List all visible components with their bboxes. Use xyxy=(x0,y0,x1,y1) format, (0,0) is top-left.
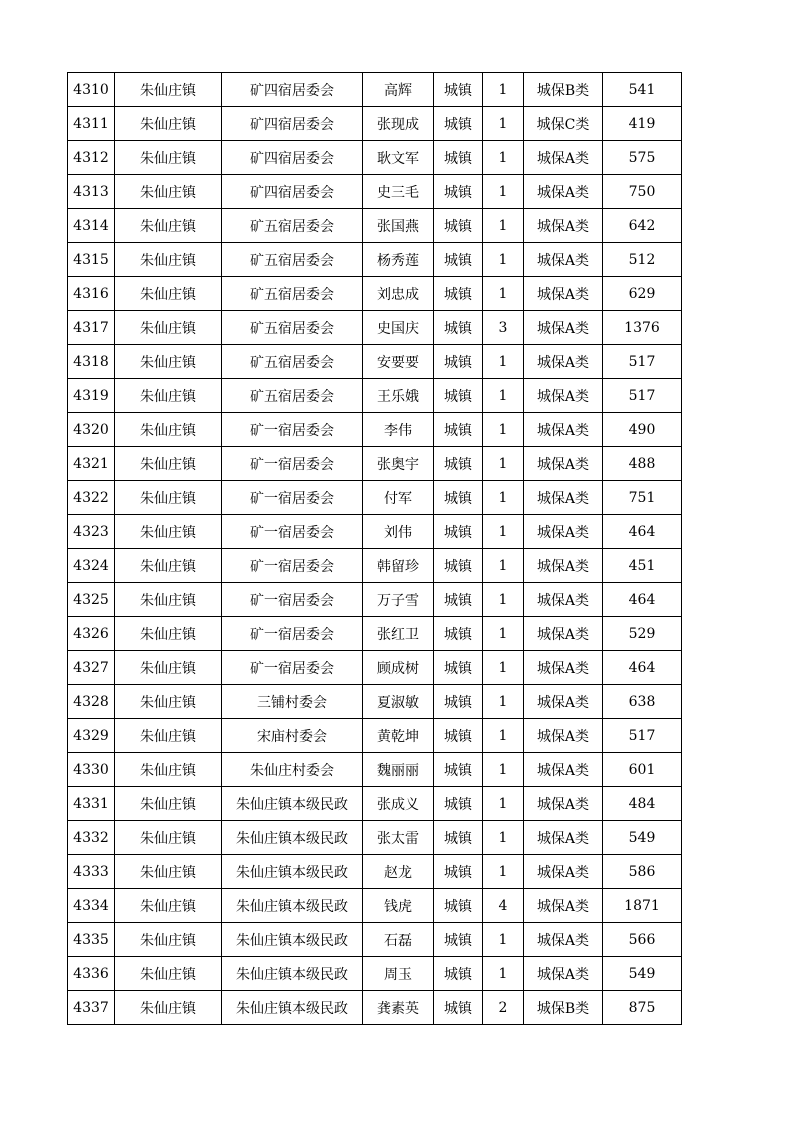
town-cell: 朱仙庄镇 xyxy=(115,957,222,991)
amount-cell: 512 xyxy=(603,243,682,277)
serial-number-cell: 4310 xyxy=(68,73,115,107)
area-type-cell: 城镇 xyxy=(434,719,483,753)
amount-cell: 464 xyxy=(603,651,682,685)
name-cell: 龚素英 xyxy=(363,991,434,1025)
amount-cell: 549 xyxy=(603,957,682,991)
town-cell: 朱仙庄镇 xyxy=(115,753,222,787)
town-cell: 朱仙庄镇 xyxy=(115,855,222,889)
category-cell: 城保A类 xyxy=(524,209,603,243)
town-cell: 朱仙庄镇 xyxy=(115,107,222,141)
town-cell: 朱仙庄镇 xyxy=(115,73,222,107)
amount-cell: 566 xyxy=(603,923,682,957)
category-cell: 城保B类 xyxy=(524,73,603,107)
town-cell: 朱仙庄镇 xyxy=(115,923,222,957)
amount-cell: 517 xyxy=(603,719,682,753)
household-size-cell: 1 xyxy=(483,175,524,209)
area-type-cell: 城镇 xyxy=(434,549,483,583)
name-cell: 刘忠成 xyxy=(363,277,434,311)
table-row xyxy=(68,787,682,821)
category-cell: 城保A类 xyxy=(524,447,603,481)
committee-cell: 矿一宿居委会 xyxy=(222,515,363,549)
household-size-cell: 4 xyxy=(483,889,524,923)
records-table-body xyxy=(68,73,682,1025)
category-cell: 城保A类 xyxy=(524,243,603,277)
amount-cell: 484 xyxy=(603,787,682,821)
committee-cell: 矿四宿居委会 xyxy=(222,175,363,209)
area-type-cell: 城镇 xyxy=(434,277,483,311)
area-type-cell: 城镇 xyxy=(434,685,483,719)
table-row xyxy=(68,889,682,923)
committee-cell: 矿一宿居委会 xyxy=(222,549,363,583)
table-row xyxy=(68,583,682,617)
table-row xyxy=(68,345,682,379)
area-type-cell: 城镇 xyxy=(434,379,483,413)
category-cell: 城保A类 xyxy=(524,515,603,549)
table-row xyxy=(68,413,682,447)
table-row xyxy=(68,753,682,787)
amount-cell: 1871 xyxy=(603,889,682,923)
town-cell: 朱仙庄镇 xyxy=(115,583,222,617)
category-cell: 城保A类 xyxy=(524,549,603,583)
household-size-cell: 1 xyxy=(483,277,524,311)
serial-number-cell: 4312 xyxy=(68,141,115,175)
table-row xyxy=(68,991,682,1025)
name-cell: 黄乾坤 xyxy=(363,719,434,753)
table-row xyxy=(68,243,682,277)
serial-number-cell: 4334 xyxy=(68,889,115,923)
category-cell: 城保A类 xyxy=(524,957,603,991)
category-cell: 城保A类 xyxy=(524,787,603,821)
serial-number-cell: 4335 xyxy=(68,923,115,957)
area-type-cell: 城镇 xyxy=(434,209,483,243)
town-cell: 朱仙庄镇 xyxy=(115,447,222,481)
category-cell: 城保A类 xyxy=(524,651,603,685)
category-cell: 城保A类 xyxy=(524,855,603,889)
serial-number-cell: 4324 xyxy=(68,549,115,583)
area-type-cell: 城镇 xyxy=(434,821,483,855)
serial-number-cell: 4322 xyxy=(68,481,115,515)
household-size-cell: 2 xyxy=(483,991,524,1025)
area-type-cell: 城镇 xyxy=(434,855,483,889)
serial-number-cell: 4315 xyxy=(68,243,115,277)
town-cell: 朱仙庄镇 xyxy=(115,481,222,515)
category-cell: 城保A类 xyxy=(524,685,603,719)
category-cell: 城保B类 xyxy=(524,991,603,1025)
amount-cell: 464 xyxy=(603,515,682,549)
amount-cell: 601 xyxy=(603,753,682,787)
serial-number-cell: 4325 xyxy=(68,583,115,617)
name-cell: 魏丽丽 xyxy=(363,753,434,787)
name-cell: 史国庆 xyxy=(363,311,434,345)
category-cell: 城保A类 xyxy=(524,719,603,753)
amount-cell: 490 xyxy=(603,413,682,447)
area-type-cell: 城镇 xyxy=(434,787,483,821)
committee-cell: 矿一宿居委会 xyxy=(222,617,363,651)
area-type-cell: 城镇 xyxy=(434,889,483,923)
table-row xyxy=(68,855,682,889)
area-type-cell: 城镇 xyxy=(434,753,483,787)
name-cell: 张现成 xyxy=(363,107,434,141)
amount-cell: 629 xyxy=(603,277,682,311)
amount-cell: 419 xyxy=(603,107,682,141)
table-row xyxy=(68,821,682,855)
amount-cell: 875 xyxy=(603,991,682,1025)
area-type-cell: 城镇 xyxy=(434,73,483,107)
committee-cell: 矿一宿居委会 xyxy=(222,413,363,447)
category-cell: 城保A类 xyxy=(524,889,603,923)
category-cell: 城保A类 xyxy=(524,311,603,345)
household-size-cell: 1 xyxy=(483,515,524,549)
area-type-cell: 城镇 xyxy=(434,175,483,209)
area-type-cell: 城镇 xyxy=(434,141,483,175)
amount-cell: 517 xyxy=(603,345,682,379)
amount-cell: 1376 xyxy=(603,311,682,345)
town-cell: 朱仙庄镇 xyxy=(115,413,222,447)
household-size-cell: 1 xyxy=(483,821,524,855)
household-size-cell: 1 xyxy=(483,379,524,413)
area-type-cell: 城镇 xyxy=(434,515,483,549)
town-cell: 朱仙庄镇 xyxy=(115,889,222,923)
table-row xyxy=(68,957,682,991)
town-cell: 朱仙庄镇 xyxy=(115,141,222,175)
household-size-cell: 1 xyxy=(483,719,524,753)
name-cell: 王乐娥 xyxy=(363,379,434,413)
committee-cell: 朱仙庄镇本级民政 xyxy=(222,787,363,821)
table-row xyxy=(68,175,682,209)
household-size-cell: 1 xyxy=(483,447,524,481)
name-cell: 夏淑敏 xyxy=(363,685,434,719)
town-cell: 朱仙庄镇 xyxy=(115,379,222,413)
committee-cell: 朱仙庄镇本级民政 xyxy=(222,991,363,1025)
committee-cell: 矿四宿居委会 xyxy=(222,73,363,107)
name-cell: 韩留珍 xyxy=(363,549,434,583)
household-size-cell: 1 xyxy=(483,583,524,617)
committee-cell: 朱仙庄镇本级民政 xyxy=(222,923,363,957)
committee-cell: 朱仙庄镇本级民政 xyxy=(222,855,363,889)
category-cell: 城保A类 xyxy=(524,481,603,515)
household-size-cell: 3 xyxy=(483,311,524,345)
name-cell: 耿文军 xyxy=(363,141,434,175)
serial-number-cell: 4317 xyxy=(68,311,115,345)
name-cell: 石磊 xyxy=(363,923,434,957)
name-cell: 赵龙 xyxy=(363,855,434,889)
name-cell: 安要要 xyxy=(363,345,434,379)
name-cell: 张奥宇 xyxy=(363,447,434,481)
town-cell: 朱仙庄镇 xyxy=(115,685,222,719)
name-cell: 张红卫 xyxy=(363,617,434,651)
category-cell: 城保A类 xyxy=(524,923,603,957)
committee-cell: 朱仙庄镇本级民政 xyxy=(222,957,363,991)
name-cell: 张太雷 xyxy=(363,821,434,855)
table-row xyxy=(68,73,682,107)
table-row xyxy=(68,515,682,549)
name-cell: 周玉 xyxy=(363,957,434,991)
household-size-cell: 1 xyxy=(483,787,524,821)
serial-number-cell: 4327 xyxy=(68,651,115,685)
amount-cell: 751 xyxy=(603,481,682,515)
serial-number-cell: 4331 xyxy=(68,787,115,821)
category-cell: 城保A类 xyxy=(524,821,603,855)
town-cell: 朱仙庄镇 xyxy=(115,549,222,583)
category-cell: 城保A类 xyxy=(524,141,603,175)
serial-number-cell: 4316 xyxy=(68,277,115,311)
category-cell: 城保A类 xyxy=(524,345,603,379)
table-row xyxy=(68,209,682,243)
area-type-cell: 城镇 xyxy=(434,107,483,141)
name-cell: 付军 xyxy=(363,481,434,515)
table-row xyxy=(68,685,682,719)
committee-cell: 矿五宿居委会 xyxy=(222,209,363,243)
town-cell: 朱仙庄镇 xyxy=(115,617,222,651)
committee-cell: 朱仙庄村委会 xyxy=(222,753,363,787)
table-row xyxy=(68,379,682,413)
area-type-cell: 城镇 xyxy=(434,651,483,685)
town-cell: 朱仙庄镇 xyxy=(115,277,222,311)
household-size-cell: 1 xyxy=(483,107,524,141)
name-cell: 刘伟 xyxy=(363,515,434,549)
amount-cell: 529 xyxy=(603,617,682,651)
category-cell: 城保A类 xyxy=(524,379,603,413)
town-cell: 朱仙庄镇 xyxy=(115,209,222,243)
serial-number-cell: 4314 xyxy=(68,209,115,243)
household-size-cell: 1 xyxy=(483,243,524,277)
amount-cell: 451 xyxy=(603,549,682,583)
table-row xyxy=(68,481,682,515)
area-type-cell: 城镇 xyxy=(434,617,483,651)
household-size-cell: 1 xyxy=(483,923,524,957)
town-cell: 朱仙庄镇 xyxy=(115,243,222,277)
serial-number-cell: 4323 xyxy=(68,515,115,549)
committee-cell: 矿一宿居委会 xyxy=(222,583,363,617)
household-size-cell: 1 xyxy=(483,345,524,379)
serial-number-cell: 4328 xyxy=(68,685,115,719)
household-size-cell: 1 xyxy=(483,753,524,787)
table-row xyxy=(68,651,682,685)
category-cell: 城保C类 xyxy=(524,107,603,141)
serial-number-cell: 4333 xyxy=(68,855,115,889)
household-size-cell: 1 xyxy=(483,141,524,175)
area-type-cell: 城镇 xyxy=(434,957,483,991)
name-cell: 顾成树 xyxy=(363,651,434,685)
category-cell: 城保A类 xyxy=(524,175,603,209)
amount-cell: 464 xyxy=(603,583,682,617)
category-cell: 城保A类 xyxy=(524,753,603,787)
area-type-cell: 城镇 xyxy=(434,311,483,345)
serial-number-cell: 4319 xyxy=(68,379,115,413)
serial-number-cell: 4318 xyxy=(68,345,115,379)
town-cell: 朱仙庄镇 xyxy=(115,345,222,379)
area-type-cell: 城镇 xyxy=(434,923,483,957)
table-row xyxy=(68,549,682,583)
committee-cell: 朱仙庄镇本级民政 xyxy=(222,821,363,855)
serial-number-cell: 4321 xyxy=(68,447,115,481)
records-table xyxy=(67,72,682,1025)
household-size-cell: 1 xyxy=(483,855,524,889)
area-type-cell: 城镇 xyxy=(434,583,483,617)
area-type-cell: 城镇 xyxy=(434,447,483,481)
area-type-cell: 城镇 xyxy=(434,413,483,447)
town-cell: 朱仙庄镇 xyxy=(115,311,222,345)
area-type-cell: 城镇 xyxy=(434,345,483,379)
category-cell: 城保A类 xyxy=(524,277,603,311)
town-cell: 朱仙庄镇 xyxy=(115,515,222,549)
committee-cell: 矿五宿居委会 xyxy=(222,311,363,345)
household-size-cell: 1 xyxy=(483,73,524,107)
town-cell: 朱仙庄镇 xyxy=(115,719,222,753)
amount-cell: 638 xyxy=(603,685,682,719)
serial-number-cell: 4311 xyxy=(68,107,115,141)
household-size-cell: 1 xyxy=(483,651,524,685)
name-cell: 张成义 xyxy=(363,787,434,821)
household-size-cell: 1 xyxy=(483,549,524,583)
category-cell: 城保A类 xyxy=(524,583,603,617)
amount-cell: 642 xyxy=(603,209,682,243)
town-cell: 朱仙庄镇 xyxy=(115,651,222,685)
table-row xyxy=(68,719,682,753)
town-cell: 朱仙庄镇 xyxy=(115,787,222,821)
serial-number-cell: 4336 xyxy=(68,957,115,991)
amount-cell: 488 xyxy=(603,447,682,481)
name-cell: 钱虎 xyxy=(363,889,434,923)
committee-cell: 三铺村委会 xyxy=(222,685,363,719)
household-size-cell: 1 xyxy=(483,685,524,719)
committee-cell: 矿一宿居委会 xyxy=(222,447,363,481)
committee-cell: 矿四宿居委会 xyxy=(222,107,363,141)
category-cell: 城保A类 xyxy=(524,617,603,651)
town-cell: 朱仙庄镇 xyxy=(115,821,222,855)
category-cell: 城保A类 xyxy=(524,413,603,447)
name-cell: 高辉 xyxy=(363,73,434,107)
amount-cell: 517 xyxy=(603,379,682,413)
town-cell: 朱仙庄镇 xyxy=(115,991,222,1025)
area-type-cell: 城镇 xyxy=(434,481,483,515)
amount-cell: 549 xyxy=(603,821,682,855)
name-cell: 史三毛 xyxy=(363,175,434,209)
town-cell: 朱仙庄镇 xyxy=(115,175,222,209)
amount-cell: 575 xyxy=(603,141,682,175)
committee-cell: 矿一宿居委会 xyxy=(222,481,363,515)
amount-cell: 750 xyxy=(603,175,682,209)
name-cell: 杨秀莲 xyxy=(363,243,434,277)
serial-number-cell: 4337 xyxy=(68,991,115,1025)
committee-cell: 矿五宿居委会 xyxy=(222,277,363,311)
serial-number-cell: 4332 xyxy=(68,821,115,855)
committee-cell: 矿五宿居委会 xyxy=(222,243,363,277)
table-row xyxy=(68,277,682,311)
table-row xyxy=(68,107,682,141)
amount-cell: 541 xyxy=(603,73,682,107)
household-size-cell: 1 xyxy=(483,413,524,447)
committee-cell: 矿五宿居委会 xyxy=(222,379,363,413)
committee-cell: 宋庙村委会 xyxy=(222,719,363,753)
committee-cell: 矿一宿居委会 xyxy=(222,651,363,685)
table-row xyxy=(68,447,682,481)
serial-number-cell: 4313 xyxy=(68,175,115,209)
name-cell: 李伟 xyxy=(363,413,434,447)
area-type-cell: 城镇 xyxy=(434,243,483,277)
household-size-cell: 1 xyxy=(483,209,524,243)
table-row xyxy=(68,141,682,175)
table-row xyxy=(68,311,682,345)
name-cell: 张国燕 xyxy=(363,209,434,243)
household-size-cell: 1 xyxy=(483,617,524,651)
serial-number-cell: 4329 xyxy=(68,719,115,753)
household-size-cell: 1 xyxy=(483,481,524,515)
committee-cell: 矿五宿居委会 xyxy=(222,345,363,379)
amount-cell: 586 xyxy=(603,855,682,889)
serial-number-cell: 4320 xyxy=(68,413,115,447)
name-cell: 万子雪 xyxy=(363,583,434,617)
household-size-cell: 1 xyxy=(483,957,524,991)
committee-cell: 矿四宿居委会 xyxy=(222,141,363,175)
committee-cell: 朱仙庄镇本级民政 xyxy=(222,889,363,923)
table-row xyxy=(68,617,682,651)
serial-number-cell: 4330 xyxy=(68,753,115,787)
serial-number-cell: 4326 xyxy=(68,617,115,651)
area-type-cell: 城镇 xyxy=(434,991,483,1025)
table-row xyxy=(68,923,682,957)
